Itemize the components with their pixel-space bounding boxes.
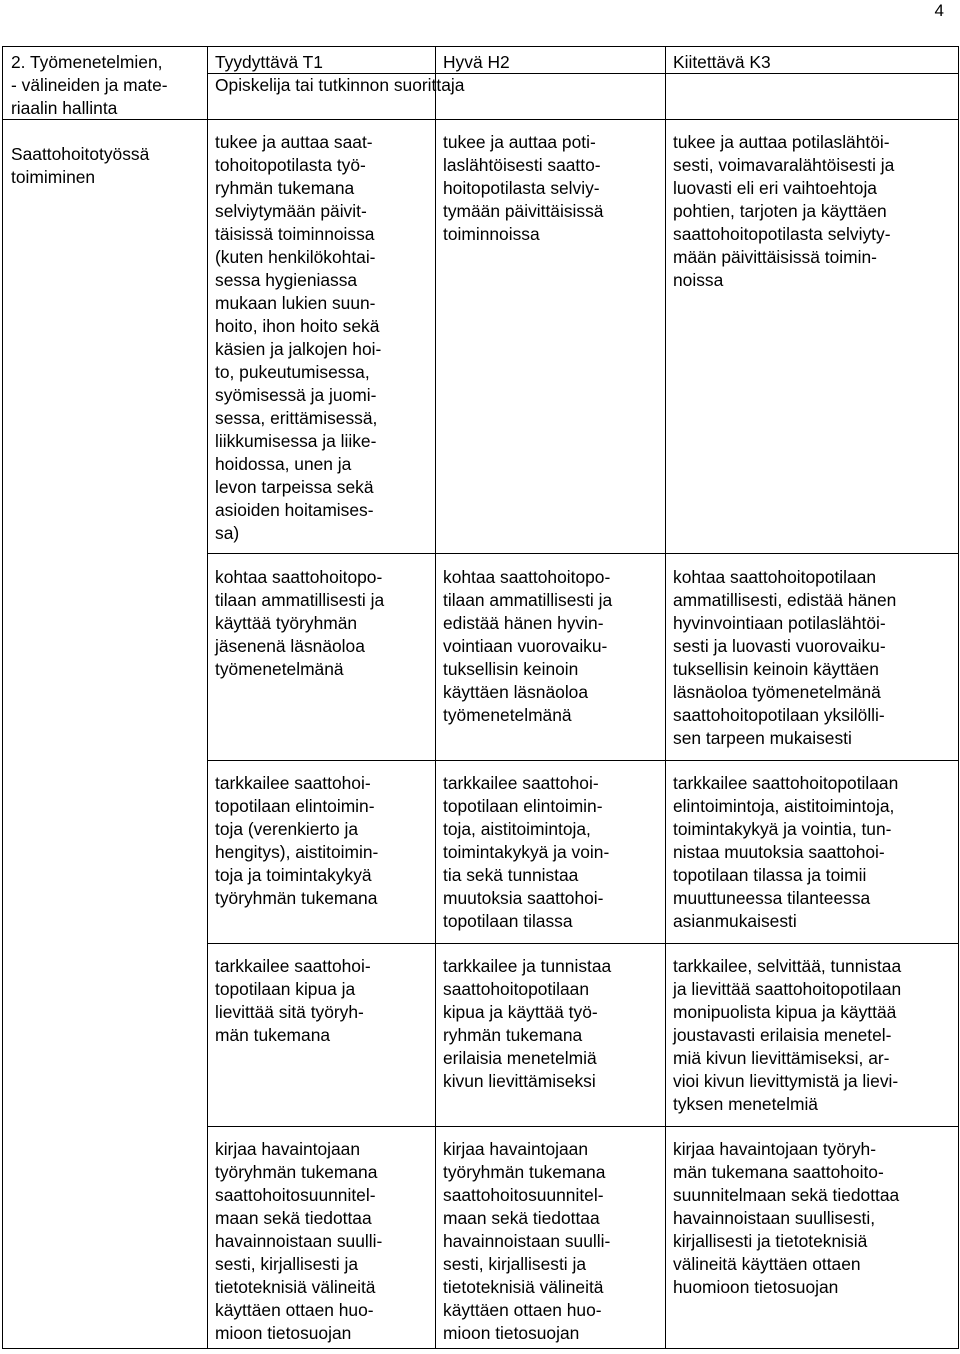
criterion-k3: tukee ja auttaa potilaslähtöi- sesti, voimavaralähtöisesti ja luovasti eli eri vaihtoehtoja pohtien, tarjoten ja käyttäen saattohoitopotilasta selviyty- mään päivittäisissä toimin- noissa <box>673 132 895 290</box>
row-divider <box>207 943 958 944</box>
column-divider <box>207 47 208 1348</box>
row-label: Saattohoitotyössä toimiminen <box>11 144 150 187</box>
criterion-k3: kirjaa havaintojaan työryh- män tukemana saattohoito- suunnitelmaan sekä tiedottaa havainnoistaan suullisesti, kirjallisesti ja tietoteknisiä välineitä käyttäen ottaen huomioon tietosuojan <box>673 1139 900 1297</box>
criterion-t1: kirjaa havaintojaan työryhmän tukemana saattohoitosuunnitel- maan sekä tiedottaa havainnoistaan suulli- sesti, kirjallisesti ja tietoteknisiä välineitä käyttäen ottaen huo- mioon tietosuojan <box>215 1139 383 1343</box>
column-divider <box>665 47 666 1348</box>
level-h2-header: Hyvä H2 <box>443 52 510 72</box>
level-t1-header: Tyydyttävä T1 <box>215 52 323 72</box>
criterion-h2: tukee ja auttaa poti- laslähtöisesti saatto- hoitopotilasta selviy- tymään päivittäisissä toiminnoissa <box>443 132 604 244</box>
criterion-t1: tarkkailee saattohoi- topotilaan kipua ja lievittää sitä työryh- män tukemana <box>215 956 371 1045</box>
column-divider <box>435 47 436 1348</box>
criterion-k3: tarkkailee saattohoitopotilaan elintoimintoja, aistitoimintoja, toimintakykyä ja vointia, tun- nistaa muutoksia saattohoi- topotilaan tilassa ja toimii muuttuneessa tilanteessa asianmukaisesti <box>673 773 899 931</box>
criterion-h2: tarkkailee saattohoi- topotilaan elintoimin- toja, aistitoimintoja, toimintakykyä ja voin- tia sekä tunnistaa muutoksia saattohoi- topotilaan tilassa <box>443 773 610 931</box>
criterion-t1: kohtaa saattohoitopo- tilaan ammatillisesti ja käyttää työryhmän jäsenenä läsnäoloa työmenetelmänä <box>215 567 385 679</box>
page-number: 4 <box>934 1 944 20</box>
subheader: Opiskelija tai tutkinnon suorittaja <box>215 75 465 95</box>
criterion-t1: tukee ja auttaa saat- tohoitopotilasta työ- ryhmän tukemana selviytymään päivit- täisissä toiminnoissa (kuten henkilökohtai- sessa hygieniassa mukaan lukien suun- hoito, ihon hoito sekä käsien ja jalkojen hoi- to, pukeutumisessa, syömisessä ja juomi- sessa, erittämisessä, liikkumisessa ja liike- hoidossa, unen ja levon tarpeissa sekä asioiden hoitamises- sa) <box>215 132 382 543</box>
row-divider <box>207 760 958 761</box>
section-title: 2. Työmenetelmien, - välineiden ja mate- riaalin hallinta <box>11 52 168 118</box>
criterion-k3: kohtaa saattohoitopotilaan ammatillisesti, edistää hänen hyvinvointiaan potilaslähtöi- sesti ja luovasti vuorovaiku- tuksellisin keinoin käyttäen läsnäoloa työmenetelmänä saattohoitopotilaan yksilölli- sen tarpeen mukaisesti <box>673 567 897 748</box>
criterion-h2: kohtaa saattohoitopo- tilaan ammatillisesti ja edistää hänen hyvin- vointiaan vuorovaiku- tuksellisin keinoin käyttäen läsnäoloa työmenetelmänä <box>443 567 613 725</box>
criterion-h2: kirjaa havaintojaan työryhmän tukemana saattohoitosuunnitel- maan sekä tiedottaa havainnoistaan suulli- sesti, kirjallisesti ja tietoteknisiä välineitä käyttäen ottaen huo- mioon tietosuojan <box>443 1139 611 1343</box>
criterion-k3: tarkkailee, selvittää, tunnistaa ja lievittää saattohoitopotilaan monipuolista kipua ja käyttää joustavasti erilaisia menetel- miä kivun lievittämiseksi, ar- vioi kivun lievittymistä ja lievi- tyksen menetelmiä <box>673 956 902 1114</box>
criterion-t1: tarkkailee saattohoi- topotilaan elintoimin- toja (verenkierto ja hengitys), aistitoimin- toja ja toimintakykyä työryhmän tukemana <box>215 773 379 908</box>
criterion-h2: tarkkailee ja tunnistaa saattohoitopotilaan kipua ja käyttää työ- ryhmän tukemana erilaisia menetelmiä kivun lievittämiseksi <box>443 956 612 1091</box>
criteria-table <box>2 46 959 1349</box>
row-divider <box>207 553 958 554</box>
row-divider <box>207 1126 958 1127</box>
level-k3-header: Kiitettävä K3 <box>673 52 771 72</box>
